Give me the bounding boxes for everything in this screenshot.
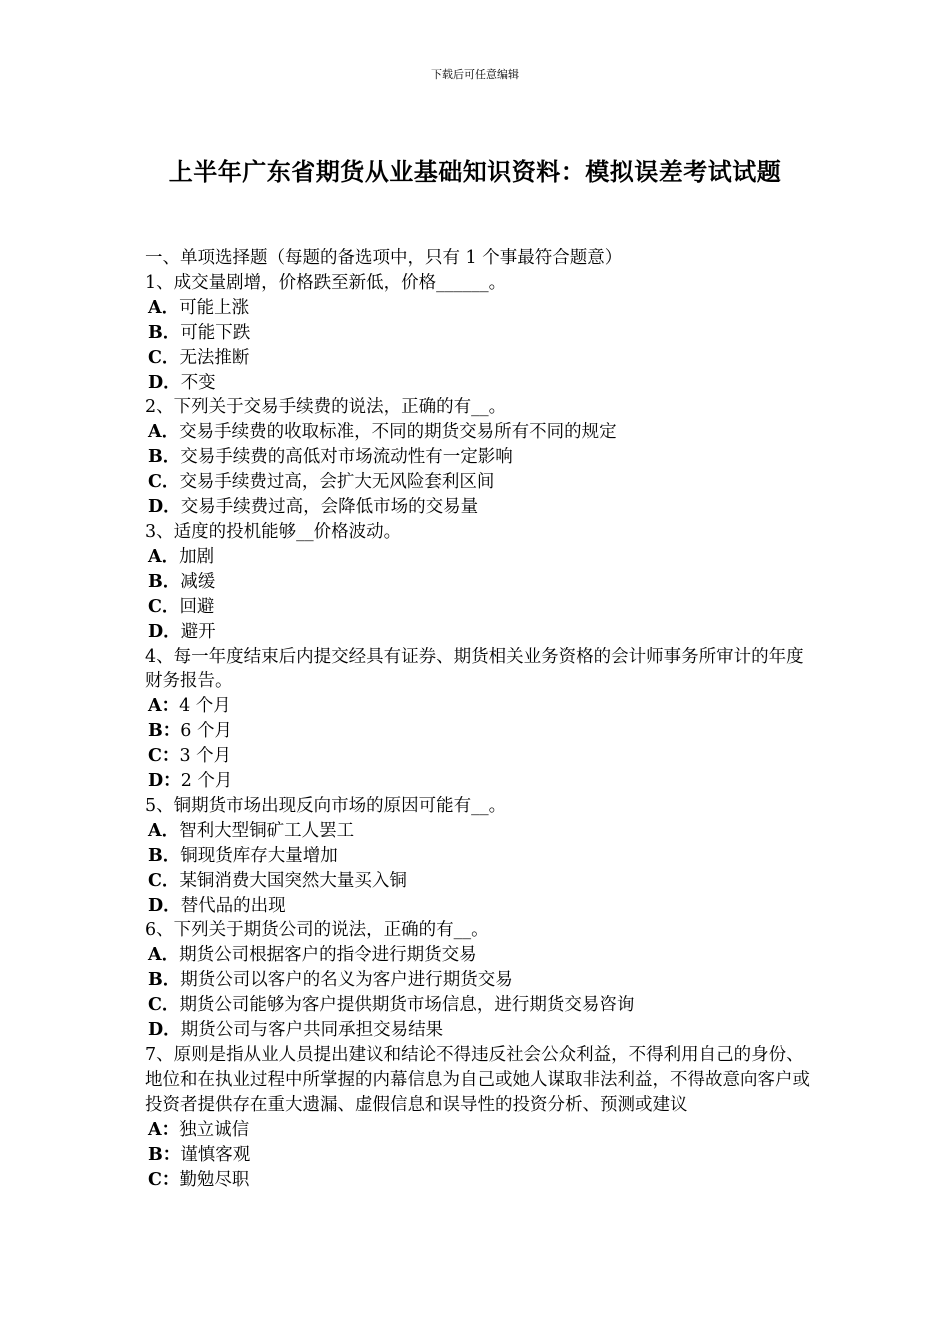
question-item xyxy=(145,1043,810,1192)
option-letter: C． xyxy=(148,870,180,891)
option-letter: C． xyxy=(148,472,180,493)
answer-option xyxy=(145,346,810,371)
option-text: 交易手续费过高，会降低市场的交易量 xyxy=(180,497,479,518)
answer-option xyxy=(145,470,810,495)
option-letter: A： xyxy=(148,1119,180,1140)
section-heading: 一、单项选择题（每题的备选项中，只有 1 个事最符合题意） xyxy=(145,248,623,268)
answer-option xyxy=(145,894,810,919)
question-text: 2、下列关于交易手续费的说法，正确的有__。 xyxy=(145,397,507,418)
answer-option xyxy=(145,595,810,620)
question-text: 6、下列关于期货公司的说法，正确的有__。 xyxy=(145,920,489,941)
option-letter: C． xyxy=(148,347,180,368)
answer-option xyxy=(145,420,810,445)
option-text: 减缓 xyxy=(180,571,216,592)
question-item xyxy=(145,794,810,919)
answer-option xyxy=(145,943,810,968)
answer-option xyxy=(145,844,810,869)
question-item xyxy=(145,395,810,520)
question-item xyxy=(145,645,810,794)
answer-option xyxy=(145,968,810,993)
option-text: 4 个月 xyxy=(179,696,231,717)
option-text: 回避 xyxy=(179,596,215,617)
option-text: 可能上涨 xyxy=(179,297,250,318)
option-text: 某铜消费大国突然大量买入铜 xyxy=(179,870,407,891)
option-letter: A： xyxy=(148,696,180,717)
question-list xyxy=(145,271,810,1193)
answer-option xyxy=(145,495,810,520)
option-letter: C： xyxy=(148,746,180,767)
answer-option xyxy=(145,1118,810,1143)
answer-option xyxy=(145,321,810,346)
answer-option xyxy=(145,719,810,744)
option-text: 勤勉尽职 xyxy=(179,1169,250,1190)
option-letter: B． xyxy=(148,571,181,592)
option-text: 交易手续费的收取标准，不同的期货交易所有不同的规定 xyxy=(179,422,617,443)
answer-option xyxy=(145,744,810,769)
question-text: 3、适度的投机能够__价格波动。 xyxy=(145,521,402,542)
option-text: 加剧 xyxy=(179,546,215,567)
answer-option xyxy=(145,445,810,470)
answer-option xyxy=(145,1018,810,1043)
option-text: 可能下跌 xyxy=(180,322,251,343)
option-letter: C． xyxy=(148,995,180,1016)
option-letter: C： xyxy=(148,1169,180,1190)
option-text: 期货公司能够为客户提供期货市场信息，进行期货交易咨询 xyxy=(179,995,635,1016)
option-text: 交易手续费的高低对市场流动性有一定影响 xyxy=(180,447,513,468)
answer-option xyxy=(145,694,810,719)
option-letter: A． xyxy=(148,422,180,443)
answer-option xyxy=(145,1168,810,1193)
option-letter: B． xyxy=(148,322,181,343)
option-letter: D． xyxy=(148,372,181,393)
option-letter: D． xyxy=(148,497,181,518)
answer-option xyxy=(145,620,810,645)
option-text: 无法推断 xyxy=(179,347,250,368)
option-text: 3 个月 xyxy=(179,746,232,767)
option-letter: C． xyxy=(148,596,180,617)
option-letter: D． xyxy=(148,1020,181,1041)
question-item xyxy=(145,271,810,396)
option-text: 期货公司根据客户的指令进行期货交易 xyxy=(179,945,477,966)
option-text: 谨慎客观 xyxy=(180,1144,251,1165)
answer-option xyxy=(145,1143,810,1168)
question-text: 1、成交量剧增，价格跌至新低，价格______。 xyxy=(145,272,507,293)
answer-option xyxy=(145,371,810,396)
answer-option xyxy=(145,570,810,595)
option-text: 交易手续费过高，会扩大无风险套利区间 xyxy=(179,472,495,493)
answer-option xyxy=(145,296,810,321)
option-text: 智利大型铜矿工人罢工 xyxy=(179,820,355,841)
option-letter: B： xyxy=(148,1144,181,1165)
option-text: 期货公司与客户共同承担交易结果 xyxy=(180,1020,444,1041)
option-letter: B． xyxy=(148,447,181,468)
document-title: 上半年广东省期货从业基础知识资料：模拟误差考试试题 xyxy=(168,157,782,186)
question-text: 5、铜期货市场出现反向市场的原因可能有__。 xyxy=(145,795,507,816)
question-text: 7、原则是指从业人员提出建议和结论不得违反社会公众利益，不得利用自己的身份、地位和在执业过程中所掌握的内幕信息为自己或她人谋取非法利益，不得故意向客户或投资者提供存在重大遗漏、虚假信息和误导性的投资分析、预测或建议 xyxy=(145,1045,810,1115)
option-text: 铜现货库存大量增加 xyxy=(180,845,338,866)
answer-option xyxy=(145,819,810,844)
answer-option xyxy=(145,545,810,570)
header-note: 下载后可任意编辑 xyxy=(431,68,519,81)
option-letter: B． xyxy=(148,970,181,991)
option-letter: A． xyxy=(148,297,180,318)
answer-option xyxy=(145,993,810,1018)
exam-content xyxy=(145,246,810,1192)
question-item xyxy=(145,918,810,1043)
answer-option xyxy=(145,869,810,894)
option-letter: B． xyxy=(148,845,181,866)
question-text: 4、每一年度结束后内提交经具有证券、期货相关业务资格的会计师事务所审计的年度财务报告。 xyxy=(145,646,804,692)
option-text: 期货公司以客户的名义为客户进行期货交易 xyxy=(180,970,513,991)
option-letter: B： xyxy=(148,721,181,742)
option-text: 避开 xyxy=(180,621,216,642)
option-letter: D． xyxy=(148,621,181,642)
answer-option xyxy=(145,769,810,794)
option-text: 6 个月 xyxy=(180,721,232,742)
option-text: 独立诚信 xyxy=(179,1119,250,1140)
option-text: 替代品的出现 xyxy=(180,895,286,916)
option-text: 2 个月 xyxy=(180,771,233,792)
option-letter: A． xyxy=(148,945,180,966)
option-letter: A． xyxy=(148,546,180,567)
option-letter: D． xyxy=(148,895,181,916)
question-item xyxy=(145,520,810,645)
option-letter: A． xyxy=(148,820,180,841)
option-letter: D： xyxy=(148,771,181,792)
option-text: 不变 xyxy=(180,372,216,393)
